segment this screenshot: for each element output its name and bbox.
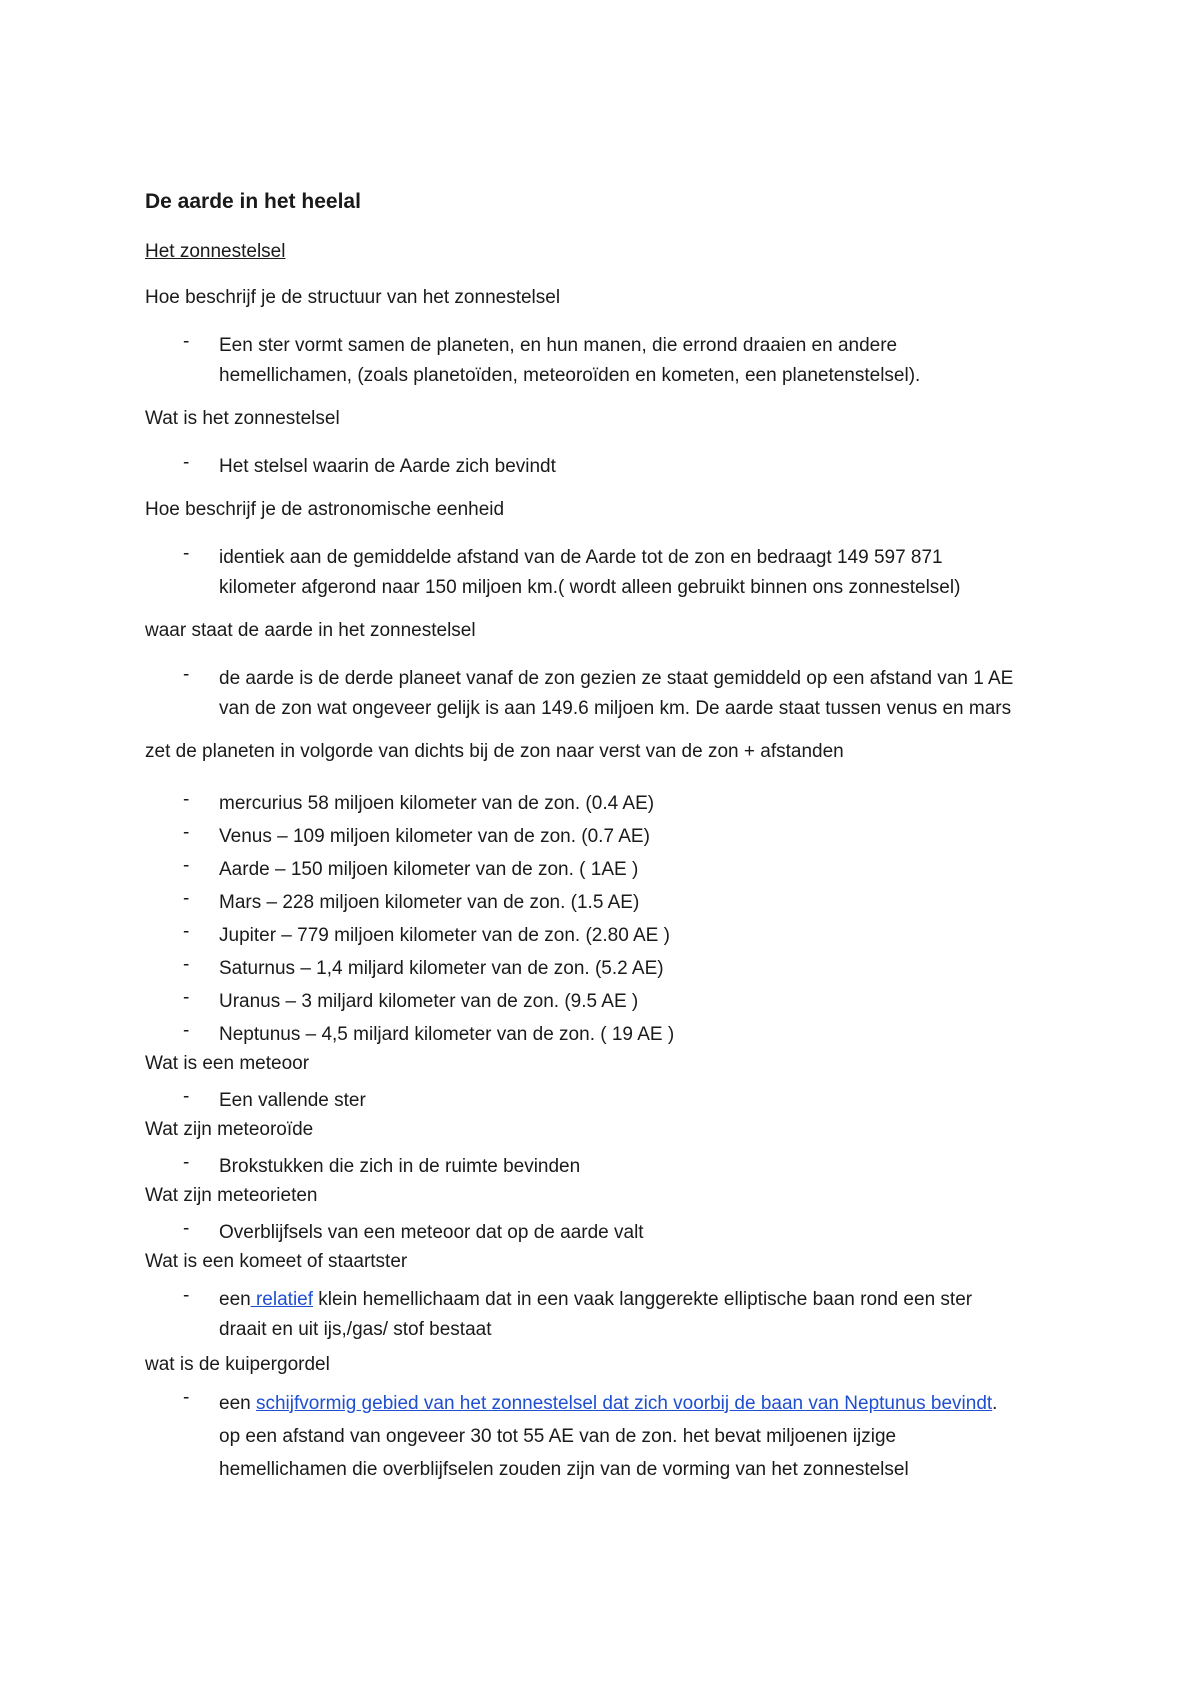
answer-line: Overblijfsels van een meteoor dat op de aarde valt xyxy=(219,1222,644,1243)
comet-text-pre: een xyxy=(219,1289,251,1310)
bullet-dash: - xyxy=(183,987,190,1008)
question-komeet: Wat is een komeet of staartster xyxy=(145,1251,408,1272)
answer-line: kilometer afgerond naar 150 miljoen km.( wordt alleen gebruikt binnen ons zonnestelsel) xyxy=(219,577,961,598)
planet-mercurius: mercurius 58 miljoen kilometer van de zon. (0.4 AE) xyxy=(219,793,655,814)
bullet-dash: - xyxy=(183,1152,190,1173)
kuiper-text-pre: een xyxy=(219,1393,256,1414)
question-astronomical-unit: Hoe beschrijf je de astronomische eenheid xyxy=(145,499,505,520)
planet-jupiter: Jupiter – 779 miljoen kilometer van de zon. (2.80 AE ) xyxy=(219,925,670,946)
answer-line: de aarde is de derde planeet vanaf de zon gezien ze staat gemiddeld op een afstand van 1 AE xyxy=(219,668,1014,689)
bullet-dash: - xyxy=(183,822,190,843)
bullet-dash: - xyxy=(183,452,190,473)
bullet-dash: - xyxy=(183,331,190,352)
answer-line: Een ster vormt samen de planeten, en hun manen, die errond draaien en andere xyxy=(219,335,898,356)
section-subtitle: Het zonnestelsel xyxy=(145,241,286,262)
planet-neptunus: Neptunus – 4,5 miljard kilometer van de zon. ( 19 AE ) xyxy=(219,1024,675,1045)
bullet-dash: - xyxy=(183,1086,190,1107)
bullet-dash: - xyxy=(183,888,190,909)
answer-line: Het stelsel waarin de Aarde zich bevindt xyxy=(219,456,556,477)
question-meteoroide: Wat zijn meteoroïde xyxy=(145,1119,314,1140)
bullet-dash: - xyxy=(183,855,190,876)
bullet-dash: - xyxy=(183,954,190,975)
planet-venus: Venus – 109 miljoen kilometer van de zon. (0.7 AE) xyxy=(219,826,650,847)
question-kuipergordel: wat is de kuipergordel xyxy=(145,1354,330,1375)
bullet-dash: - xyxy=(183,1218,190,1239)
answer-line: op een afstand van ongeveer 30 tot 55 AE van de zon. het bevat miljoenen ijzige xyxy=(219,1426,897,1447)
bullet-dash: - xyxy=(183,789,190,810)
question-meteoor: Wat is een meteoor xyxy=(145,1053,310,1074)
bullet-dash: - xyxy=(183,921,190,942)
bullet-dash: - xyxy=(183,1020,190,1041)
bullet-dash: - xyxy=(183,543,190,564)
link-relatief[interactable]: relatief xyxy=(250,1289,314,1310)
answer-line: Brokstukken die zich in de ruimte bevinden xyxy=(219,1156,581,1177)
question-zonnestelsel: Wat is het zonnestelsel xyxy=(145,408,340,429)
planet-uranus: Uranus – 3 miljard kilometer van de zon. (9.5 AE ) xyxy=(219,991,639,1012)
answer-line: van de zon wat ongeveer gelijk is aan 149.6 miljoen km. De aarde staat tussen venus en mars xyxy=(219,698,1012,719)
document-title: De aarde in het heelal xyxy=(145,190,361,213)
kuiper-text-post: . xyxy=(992,1393,998,1414)
answer-line: hemellichamen, (zoals planetoïden, meteoroïden en kometen, een planetenstelsel). xyxy=(219,365,921,386)
question-meteorieten: Wat zijn meteorieten xyxy=(145,1185,318,1206)
question-earth-position: waar staat de aarde in het zonnestelsel xyxy=(145,620,476,641)
comet-text-post: klein hemellichaam dat in een vaak langgerekte elliptische baan rond een ster xyxy=(313,1289,973,1310)
answer-line: identiek aan de gemiddelde afstand van de Aarde tot de zon en bedraagt 149 597 871 xyxy=(219,547,943,568)
bullet-dash: - xyxy=(183,664,190,685)
bullet-dash: - xyxy=(183,1285,190,1306)
planet-mars: Mars – 228 miljoen kilometer van de zon. (1.5 AE) xyxy=(219,892,640,913)
planet-aarde: Aarde – 150 miljoen kilometer van de zon. ( 1AE ) xyxy=(219,859,639,880)
bullet-dash: - xyxy=(183,1387,190,1408)
answer-line: Een vallende ster xyxy=(219,1090,366,1111)
answer-line: hemellichamen die overblijfselen zouden zijn van de vorming van het zonnestelsel xyxy=(219,1459,909,1480)
planet-saturnus: Saturnus – 1,4 miljard kilometer van de zon. (5.2 AE) xyxy=(219,958,664,979)
answer-line: draait en uit ijs,/gas/ stof bestaat xyxy=(219,1319,492,1340)
link-kuipergordel[interactable]: schijfvormig gebied van het zonnestelsel dat zich voorbij de baan van Neptunus bevindt xyxy=(255,1393,993,1414)
question-planet-order: zet de planeten in volgorde van dichts bij de zon naar verst van de zon + afstanden xyxy=(145,741,844,762)
question-structure: Hoe beschrijf je de structuur van het zonnestelsel xyxy=(145,287,561,308)
